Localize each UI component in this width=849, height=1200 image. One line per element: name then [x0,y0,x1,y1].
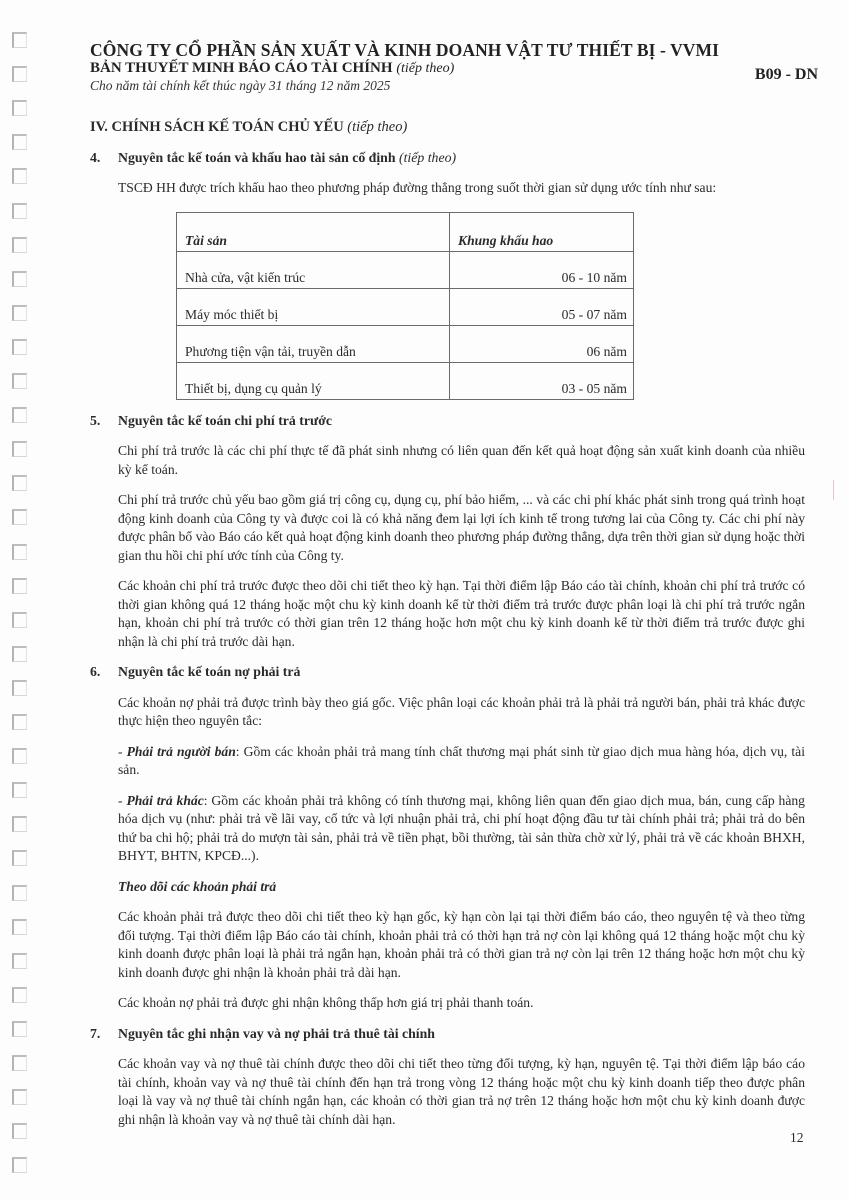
report-period: Cho năm tài chính kết thúc ngày 31 tháng 12 năm 2025 [90,78,391,93]
section-heading [90,118,805,137]
binder-hole-icon [12,885,27,901]
period-cell: 06 - 10 năm [450,251,634,288]
table-row [177,325,634,362]
binder-hole-icon [12,1055,27,1071]
binder-hole-icon [12,407,27,423]
s7-heading [90,1025,805,1044]
binder-hole-icon [12,578,27,594]
asset-cell: Thiết bị, dụng cụ quản lý [177,362,450,399]
s4-intro: TSCĐ HH được trích khấu hao theo phương pháp đường thẳng trong suốt thời gian sử dụng ước tính như sau: [118,180,717,195]
s6-number: 6. [90,664,101,679]
binder-hole-icon [12,919,27,935]
report-title-suffix: (tiếp theo) [396,61,455,76]
binder-hole-icon [12,32,27,48]
table-row [177,251,634,288]
s6-heading [90,663,805,682]
binder-hole-icon [12,1157,27,1173]
asset-cell: Nhà cửa, vật kiến trúc [177,251,450,288]
binder-hole-icon [12,237,27,253]
page-number: 12 [790,1130,804,1145]
s6-subheading: Theo dõi các khoản phải trả [118,878,277,894]
binder-hole-icon [12,100,27,116]
s4-title-suffix: (tiếp theo) [398,149,457,165]
s6-title: Nguyên tắc kế toán nợ phải trả [118,664,301,679]
form-code: B09 - DN [754,66,818,83]
binder-hole-icon [12,168,27,184]
document-header [90,40,818,95]
document-body [90,118,805,1141]
item-text: : Gồm các khoản phải trả không có tính thương mại, không liên quan đến giao dịch mua, bán, cung cấp hàng hóa dịch vụ (như: phải trả về lãi vay, cổ tức và lợi nhuận phải trả, chi phí hoạt động đầu tư tài chính phải trả; phải trả do bên thứ ba chi hộ; phải trả do mượn tài sản, phải trả về tiền phạt, bồi thường, tài sản thừa chờ xử lý, phải trả về các khoản BHXH, BHYT, BHTN, KPCĐ...). [118,792,805,863]
term-trade-payables: Phải trả người bán [126,743,236,759]
scan-artifact [833,480,834,500]
binder-hole-icon [12,271,27,287]
s6-paragraph: Các khoản nợ phải trả được ghi nhận không thấp hơn giá trị phải thanh toán. [118,995,534,1010]
s6-item-trade-payables [118,743,805,780]
table-row [177,288,634,325]
s6-intro: Các khoản nợ phải trả được trình bày theo giá gốc. Việc phân loại các khoản phải trả là phải trả người bán, phải trả khác được thực hiện theo nguyên tắc: [118,694,805,728]
s5-title: Nguyên tắc kế toán chi phí trả trước [118,412,333,428]
s7-title: Nguyên tắc ghi nhận vay và nợ phải trả thuê tài chính [118,1025,435,1041]
section-title-suffix: (tiếp theo) [347,119,408,135]
period-cell: 06 năm [450,325,634,362]
binder-margin [10,0,30,1200]
s5-heading [90,412,805,431]
asset-cell: Phương tiện vận tải, truyền dẫn [177,325,450,362]
report-title-text: BẢN THUYẾT MINH BÁO CÁO TÀI CHÍNH [90,60,393,76]
table-header-row [177,212,634,251]
binder-hole-icon [12,680,27,696]
bullet-dash: - [118,743,127,759]
binder-hole-icon [12,66,27,82]
depreciation-table [176,212,634,400]
s5-paragraph: Chi phí trả trước là các chi phí thực tế đã phát sinh nhưng có liên quan đến kết quả hoạt động sản xuất kinh doanh của nhiều kỳ kế toán. [118,443,805,477]
term-other-payables: Phải trả khác [126,792,204,808]
report-title [90,60,790,77]
binder-hole-icon [12,953,27,969]
table-row [177,362,634,399]
s6-paragraph: Các khoản phải trả được theo dõi chi tiết theo kỳ hạn gốc, kỳ hạn còn lại tại thời điểm báo cáo, theo nguyên tệ và theo từng đối tượng. Tại thời điểm lập Báo cáo tài chính, khoản phải trả có thời hạn trả nợ còn lại không quá 12 tháng hoặc một chu kỳ kinh doanh được phân loại là phải trả ngắn hạn, khoản phải trả có thời gian trả nợ còn lại trên 12 tháng hoặc hơn một chu kỳ kinh doanh được ghi nhận là khoản phải trả dài hạn. [118,909,805,980]
binder-hole-icon [12,475,27,491]
binder-hole-icon [12,987,27,1003]
binder-hole-icon [12,305,27,321]
s4-number: 4. [90,149,101,165]
binder-hole-icon [12,1089,27,1105]
binder-hole-icon [12,339,27,355]
bullet-dash: - [118,792,127,808]
period-cell: 05 - 07 năm [450,288,634,325]
binder-hole-icon [12,850,27,866]
s7-number: 7. [90,1025,101,1041]
binder-hole-icon [12,1123,27,1139]
item-text: : Gồm các khoản phải trả mang tính chất thương mại phát sinh từ giao dịch mua hàng hóa, dịch vụ, tài sản. [118,743,805,777]
binder-hole-icon [12,1021,27,1037]
binder-hole-icon [12,441,27,457]
binder-hole-icon [12,612,27,628]
binder-hole-icon [12,373,27,389]
s7-paragraph: Các khoản vay và nợ thuê tài chính được theo dõi chi tiết theo từng đối tượng, kỳ hạn, nguyên tệ. Tại thời điểm lập báo cáo tài chính, khoản vay và nợ thuê tài chính đến hạn trả trong vòng 12 tháng hoặc một chu kỳ kinh doanh tiếp theo được phân loại là vay và nợ thuê tài chính ngắn hạn, các khoản có thời gian trả nợ trên 12 tháng hoặc hơn một chu kỳ kinh doanh được ghi nhận là khoản vay và nợ thuê tài chính dài hạn. [118,1056,805,1127]
section-title: IV. CHÍNH SÁCH KẾ TOÁN CHỦ YẾU [90,119,344,135]
s4-title: Nguyên tắc kế toán và khấu hao tài sản cố định [118,149,396,165]
binder-hole-icon [12,544,27,560]
binder-hole-icon [12,646,27,662]
asset-cell: Máy móc thiết bị [177,288,450,325]
s5-paragraph: Chi phí trả trước chủ yếu bao gồm giá trị công cụ, dụng cụ, phí bảo hiểm, ... và các chi phí khác phát sinh trong quá trình hoạt động kinh doanh của Công ty và được coi là có khả năng đem lại lợi ích kinh tế trong tương lai của Công ty. Các chi phí này được phân bổ vào Báo cáo kết quả hoạt động kinh doanh theo phương pháp đường thẳng, dựa trên thời gian sử dụng hoặc thời gian thu hồi chi phí ước tính của Công ty. [118,492,806,563]
binder-hole-icon [12,509,27,525]
s5-paragraph: Các khoản chi phí trả trước được theo dõi chi tiết theo kỳ hạn. Tại thời điểm lập Báo cáo tài chính, khoản chi phí trả trước có thời gian không quá 12 tháng hoặc một chu kỳ kinh doanh kể từ thời điểm trả trước được phân loại là chi phí trả trước ngắn hạn, khoản chi phí trả trước có thời gian trên 12 tháng hoặc hơn một chu kỳ kinh doanh kể từ thời điểm trả trước được ghi nhận là chi phí trả trước dài hạn. [118,578,805,649]
binder-hole-icon [12,203,27,219]
table-header-asset: Tài sản [177,212,450,251]
table-header-period: Khung khấu hao [450,212,634,251]
s6-item-other-payables [118,792,805,866]
binder-hole-icon [12,714,27,730]
period-cell: 03 - 05 năm [450,362,634,399]
binder-hole-icon [12,134,27,150]
s4-heading [90,149,805,168]
s5-number: 5. [90,412,101,428]
binder-hole-icon [12,816,27,832]
binder-hole-icon [12,782,27,798]
company-name: CÔNG TY CỔ PHẦN SẢN XUẤT VÀ KINH DOANH VẬT TƯ THIẾT BỊ - VVMI [90,40,720,60]
binder-hole-icon [12,748,27,764]
